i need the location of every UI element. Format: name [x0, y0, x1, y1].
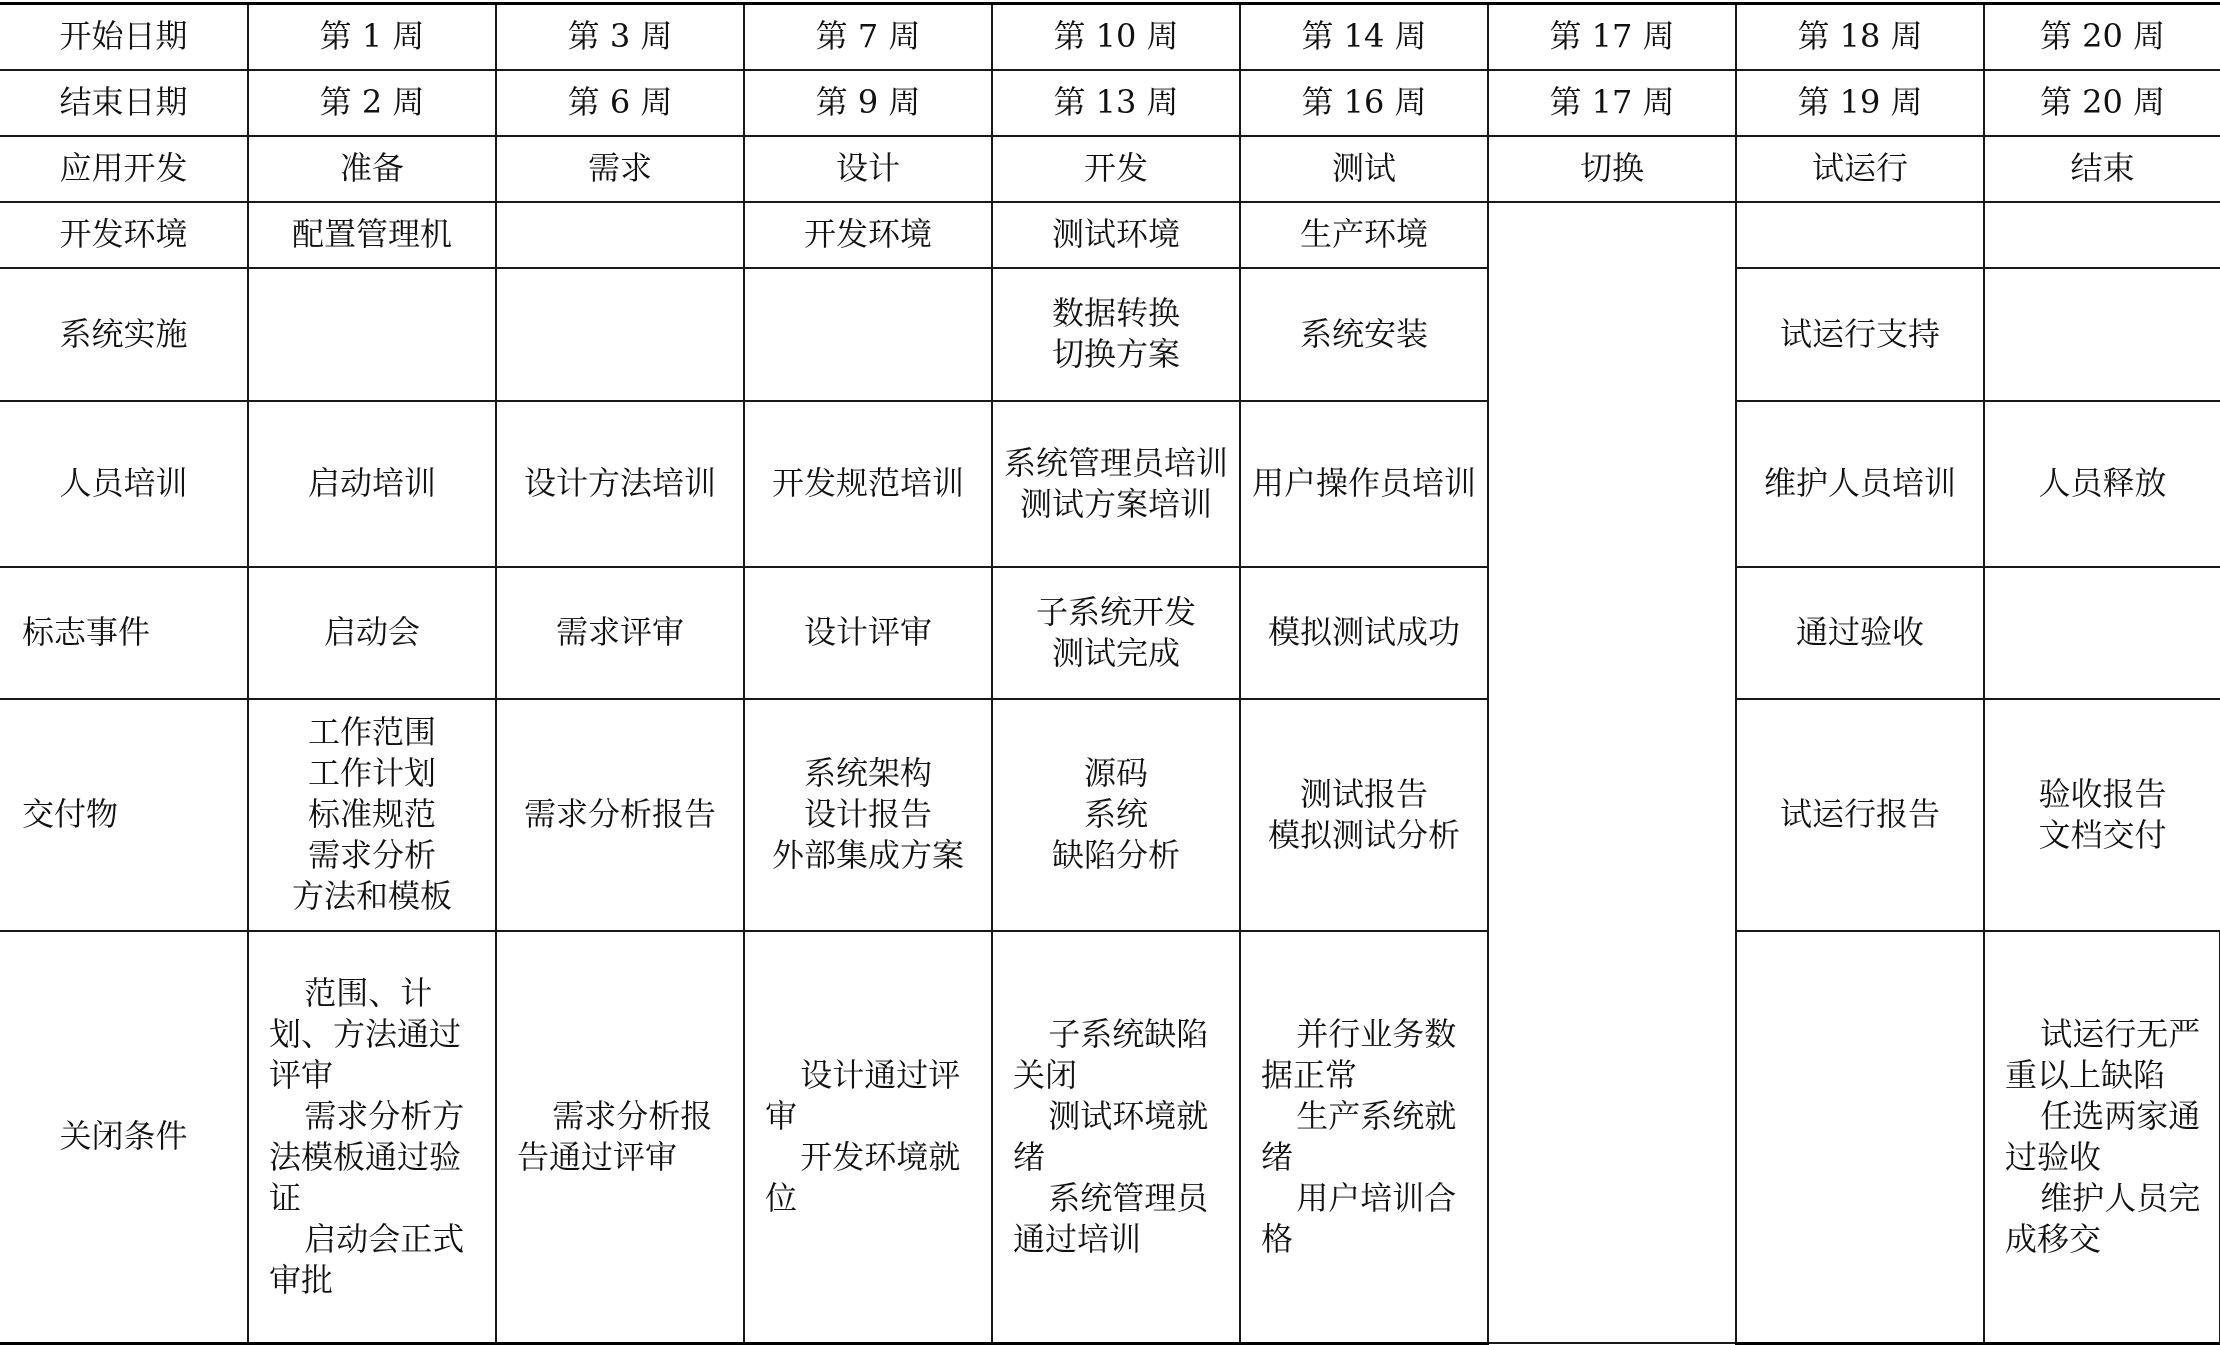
cell-line: 系统管理员培训	[1003, 443, 1228, 482]
cell	[744, 931, 992, 1344]
cell	[992, 931, 1240, 1344]
cell	[1984, 268, 2220, 401]
cell: 第 14 周	[1240, 4, 1488, 70]
cell-line: 切换方案	[1051, 335, 1180, 373]
cell-line: 测试报告	[1299, 774, 1428, 813]
cell: 第 20 周	[1984, 4, 2220, 70]
cell: 生产环境	[1240, 202, 1488, 268]
cell-line: 设计报告	[803, 795, 932, 833]
cell-line: 工作计划	[307, 754, 436, 792]
cutover-closing-cell	[1736, 931, 1984, 1344]
row-implementation	[0, 268, 2220, 401]
cell-line: 范围、计划、方法通过评审	[269, 973, 462, 1094]
cell-line: 子系统缺陷关闭	[1013, 1014, 1209, 1094]
cell: 设计方法培训	[496, 401, 744, 567]
cell-line: 子系统开发	[1035, 592, 1196, 631]
row-deliverables	[0, 699, 2220, 931]
cell-line: 并行业务数据正常	[1261, 1014, 1457, 1094]
cell: 第 6 周	[496, 70, 744, 136]
cell-line: 需求分析方法模板通过验证	[269, 1096, 465, 1217]
cell: 系统安装	[1240, 268, 1488, 401]
cell: 设计评审	[744, 567, 992, 699]
cell-line: 维护人员完成移交	[2005, 1178, 2201, 1258]
cell	[496, 202, 744, 268]
cell-line: 设计通过评审	[765, 1055, 961, 1135]
cell	[1240, 931, 1488, 1344]
cell	[1984, 567, 2220, 699]
cell	[1984, 931, 2220, 1344]
cell: 第 3 周	[496, 4, 744, 70]
cell-line: 需求分析	[307, 836, 436, 874]
cell: 第 17 周	[1488, 70, 1736, 136]
cell-line: 试运行无严重以上缺陷	[2005, 1014, 2201, 1094]
cell: 第 10 周	[992, 4, 1240, 70]
row-label: 应用开发	[0, 136, 248, 202]
cell: 测试环境	[992, 202, 1240, 268]
cell: 需求分析报告	[496, 699, 744, 931]
cell	[1736, 202, 1984, 268]
cell: 试运行报告	[1736, 699, 1984, 931]
cutover-merged-cell	[1488, 202, 1736, 1344]
cell-line: 系统	[1083, 795, 1148, 833]
cell: 第 13 周	[992, 70, 1240, 136]
row-label: 关闭条件	[0, 931, 248, 1344]
cell: 启动会	[248, 567, 496, 699]
cell-line: 验收报告	[2038, 774, 2167, 813]
cell: 开发规范培训	[744, 401, 992, 567]
cell: 配置管理机	[248, 202, 496, 268]
cell: 结束	[1984, 136, 2220, 202]
row-closing-conditions	[0, 931, 2220, 1344]
row-label: 开始日期	[0, 4, 248, 70]
cell: 第 18 周	[1736, 4, 1984, 70]
cell: 开发环境	[744, 202, 992, 268]
cell-line: 数据转换	[1051, 294, 1180, 332]
cell-line: 启动会正式审批	[269, 1219, 465, 1299]
row-dev-env	[0, 202, 2220, 268]
cell: 第 17 周	[1488, 4, 1736, 70]
cell: 第 16 周	[1240, 70, 1488, 136]
cell: 维护人员培训	[1736, 401, 1984, 567]
cell-line: 开发环境就位	[765, 1137, 961, 1217]
cell	[248, 699, 496, 931]
cell: 试运行	[1736, 136, 1984, 202]
cell: 需求	[496, 136, 744, 202]
cell-line: 测试完成	[1051, 633, 1180, 672]
cell-line: 方法和模板	[291, 877, 452, 915]
cell: 启动培训	[248, 401, 496, 567]
cell	[992, 699, 1240, 931]
cell: 第 1 周	[248, 4, 496, 70]
cell: 第 9 周	[744, 70, 992, 136]
row-start-date	[0, 4, 2220, 70]
row-label: 交付物	[0, 699, 248, 931]
cell	[248, 268, 496, 401]
row-end-date	[0, 70, 2220, 136]
cell	[744, 268, 992, 401]
row-label: 结束日期	[0, 70, 248, 136]
row-label: 系统实施	[0, 268, 248, 401]
cell: 设计	[744, 136, 992, 202]
cell: 准备	[248, 136, 496, 202]
cell-line: 系统管理员通过培训	[1013, 1178, 1209, 1258]
cell	[1984, 699, 2220, 931]
cell	[992, 268, 1240, 401]
cell-line: 测试环境就绪	[1013, 1096, 1209, 1176]
cell: 模拟测试成功	[1240, 567, 1488, 699]
cell-line: 生产系统就绪	[1261, 1096, 1457, 1176]
cell: 通过验收	[1736, 567, 1984, 699]
cell: 第 2 周	[248, 70, 496, 136]
cell	[248, 931, 496, 1344]
row-training	[0, 401, 2220, 567]
cell-line: 模拟测试分析	[1267, 815, 1460, 854]
cell	[1240, 699, 1488, 931]
cell: 试运行支持	[1736, 268, 1984, 401]
cell	[496, 268, 744, 401]
cell-line: 系统架构	[803, 754, 932, 792]
cell: 需求评审	[496, 567, 744, 699]
cell: 切换	[1488, 136, 1736, 202]
cell-line: 测试方案培训	[1019, 484, 1212, 523]
cell: 第 7 周	[744, 4, 992, 70]
cell: 第 20 周	[1984, 70, 2220, 136]
cell-line: 缺陷分析	[1051, 836, 1180, 874]
cell: 测试	[1240, 136, 1488, 202]
cell	[744, 699, 992, 931]
cell	[992, 567, 1240, 699]
cell	[496, 931, 744, 1344]
row-label: 人员培训	[0, 401, 248, 567]
cell-line: 文档交付	[2038, 815, 2167, 854]
cell-line: 需求分析报告通过评审	[517, 1096, 713, 1176]
cell: 人员释放	[1984, 401, 2220, 567]
cell-line: 外部集成方案	[771, 836, 964, 874]
project-phase-table	[0, 2, 2220, 1345]
cell-line: 标准规范	[307, 795, 436, 833]
cell: 第 19 周	[1736, 70, 1984, 136]
row-app-dev	[0, 136, 2220, 202]
cell: 用户操作员培训	[1240, 401, 1488, 567]
cell: 开发	[992, 136, 1240, 202]
row-milestones	[0, 567, 2220, 699]
cell-line: 源码	[1083, 754, 1148, 792]
row-label: 标志事件	[0, 567, 248, 699]
cell-line: 任选两家通过验收	[2005, 1096, 2201, 1176]
cell-line: 用户培训合格	[1261, 1178, 1457, 1258]
cell-line: 工作范围	[307, 713, 436, 751]
cell	[1984, 202, 2220, 268]
row-label: 开发环境	[0, 202, 248, 268]
cell	[992, 401, 1240, 567]
